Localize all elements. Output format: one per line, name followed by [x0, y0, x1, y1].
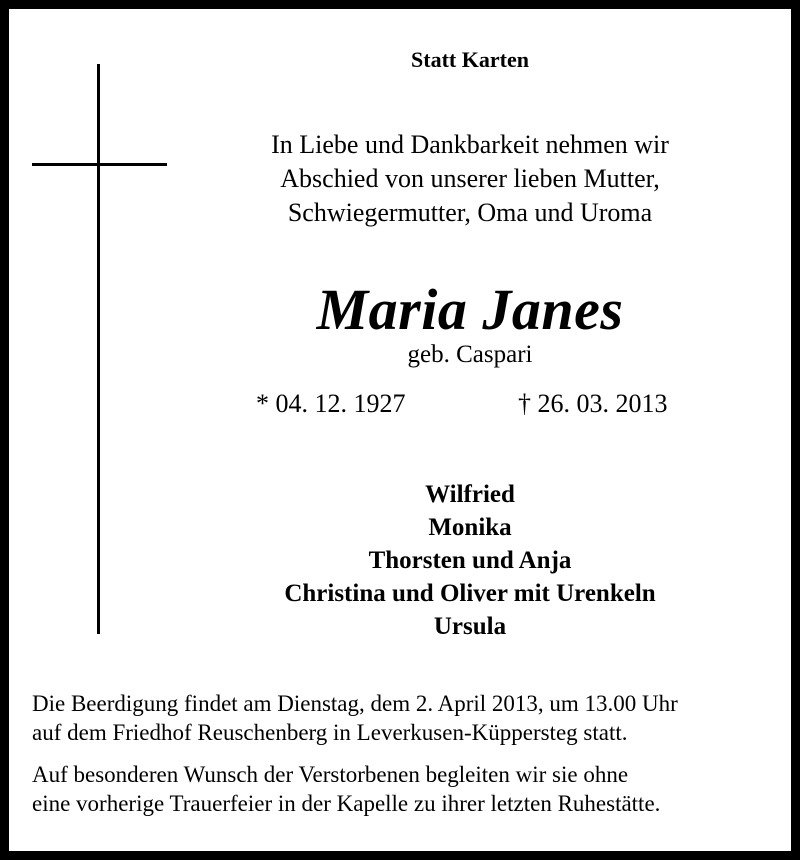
death-date: † 26. 03. 2013	[518, 389, 668, 418]
wish-info	[32, 760, 780, 818]
funeral-info	[32, 689, 780, 747]
notice-header: Statt Karten	[411, 47, 529, 72]
intro-text	[160, 128, 780, 230]
intro-line: Abschied von unserer lieben Mutter,	[280, 164, 660, 193]
funeral-line: Die Beerdigung findet am Dienstag, dem 2. April 2013, um 13.00 Uhr	[32, 691, 678, 716]
family-member: Thorsten und Anja	[368, 547, 572, 574]
family-member: Wilfried	[425, 481, 515, 508]
family-member: Christina und Oliver mit Urenkeln	[284, 580, 656, 607]
intro-line: Schwiegermutter, Oma und Uroma	[287, 198, 653, 227]
birth-date: * 04. 12. 1927	[256, 389, 406, 418]
family-list	[160, 478, 780, 643]
intro-line: In Liebe und Dankbarkeit nehmen wir	[271, 130, 669, 159]
wish-line: Auf besonderen Wunsch der Verstorbenen begleiten wir sie ohne	[32, 762, 629, 787]
deceased-name: Maria Janes	[316, 277, 624, 342]
cross-icon-horizontal-bar	[32, 163, 167, 166]
family-member: Ursula	[433, 613, 507, 640]
maiden-name: geb. Caspari	[407, 341, 533, 368]
wish-line: eine vorherige Trauerfeier in der Kapelle zu ihrer letzten Ruhestätte.	[32, 791, 661, 816]
funeral-line: auf dem Friedhof Reuschenberg in Leverkusen-Küppersteg statt.	[32, 720, 628, 745]
family-member: Monika	[428, 514, 512, 541]
cross-icon-vertical-bar	[97, 64, 100, 634]
